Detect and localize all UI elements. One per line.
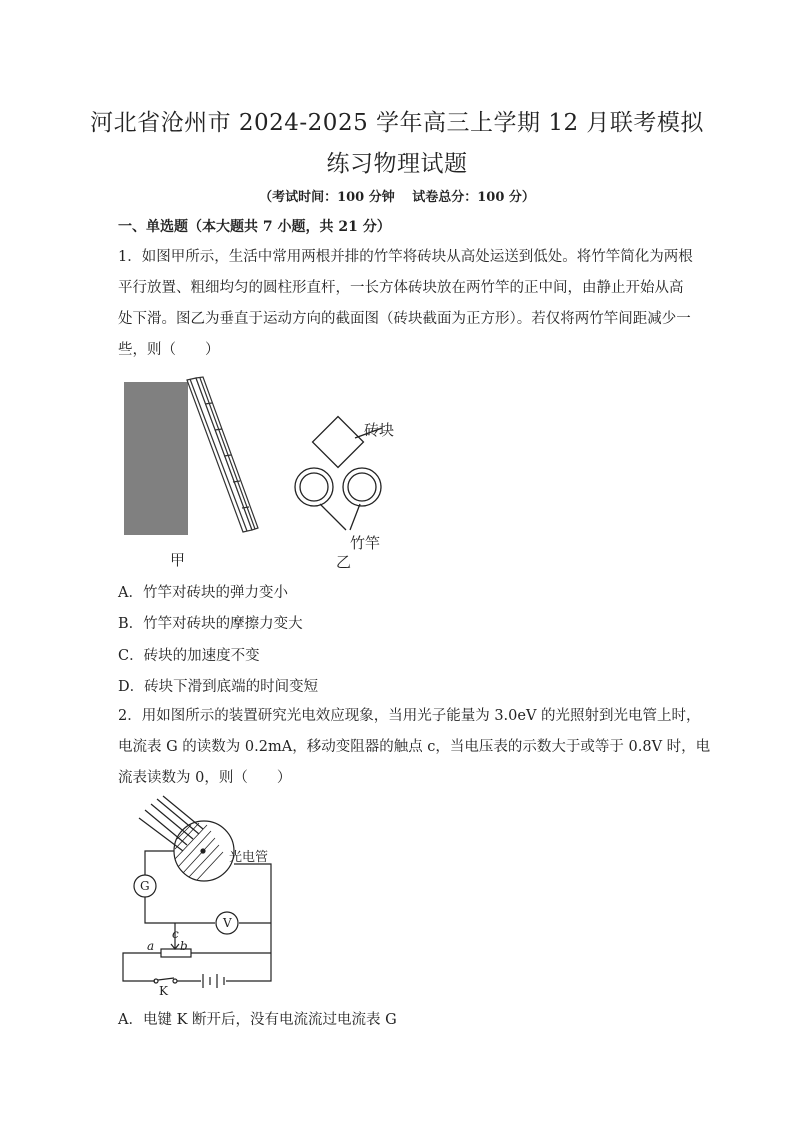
label-b: b [180, 939, 188, 953]
question-2-option-a: A．电键 K 断开后，没有电流流过电流表 G [118, 1012, 397, 1028]
question-1-line: 1．如图甲所示，生活中常用两根并排的竹竿将砖块从高处运送到低处。将竹竿简化为两根 [118, 249, 693, 265]
figure-label-jia: 甲 [170, 551, 186, 569]
question-1-line: 些，则（ ） [118, 342, 220, 358]
label-K: K [159, 984, 168, 998]
figure-label-pole: 竹竿 [350, 534, 381, 552]
question-1-option-c: C．砖块的加速度不变 [118, 648, 260, 664]
label-phototube: 光电管 [229, 850, 269, 865]
battery [203, 974, 224, 988]
section-heading: 一、单选题（本大题共 7 小题，共 21 分） [118, 219, 391, 235]
label-c: c [172, 927, 179, 941]
figure-label-brick: 砖块 [364, 421, 395, 439]
label-a: a [147, 939, 155, 953]
figure-label-yi: 乙 [336, 553, 352, 571]
question-2-line: 电流表 G 的读数为 0.2mA，移动变阻器的触点 c，当电压表的示数大于或等于 0.8V 时，电 [118, 739, 711, 755]
label-G: G [140, 879, 150, 893]
exam-info: （考试时间：100 分钟 试卷总分：100 分） [259, 190, 535, 205]
question-2-stem [118, 701, 711, 794]
label-V: V [223, 916, 232, 930]
question-1-stem [118, 242, 693, 366]
question-2-circuit-figure [115, 793, 290, 1003]
bamboo-poles [187, 377, 258, 532]
question-1-line: 平行放置、粗细均匀的圆柱形直杆，一长方体砖块放在两竹竿的正中间，由静止开始从高 [118, 280, 684, 296]
document-title-line1: 河北省沧州市 2024-2025 学年高三上学期 12 月联考模拟 [90, 110, 704, 136]
question-1-line: 处下滑。图乙为垂直于运动方向的截面图（砖块截面为正方形）。若仅将两竹竿间距减少一 [118, 311, 691, 327]
document-title-line2: 练习物理试题 [326, 151, 468, 177]
question-2-line: 2．用如图所示的装置研究光电效应现象，当用光子能量为 3.0eV 的光照射到光电管上时， [118, 708, 701, 724]
question-1-option-b: B．竹竿对砖块的摩擦力变大 [118, 616, 303, 632]
question-1-option-d: D．砖块下滑到底端的时间变短 [118, 679, 319, 695]
switch-K-blade [158, 978, 174, 980]
question-1-option-a: A．竹竿对砖块的弹力变小 [118, 585, 288, 601]
question-2-line: 流表读数为 0，则（ ） [118, 770, 292, 786]
wall-block [124, 382, 188, 535]
